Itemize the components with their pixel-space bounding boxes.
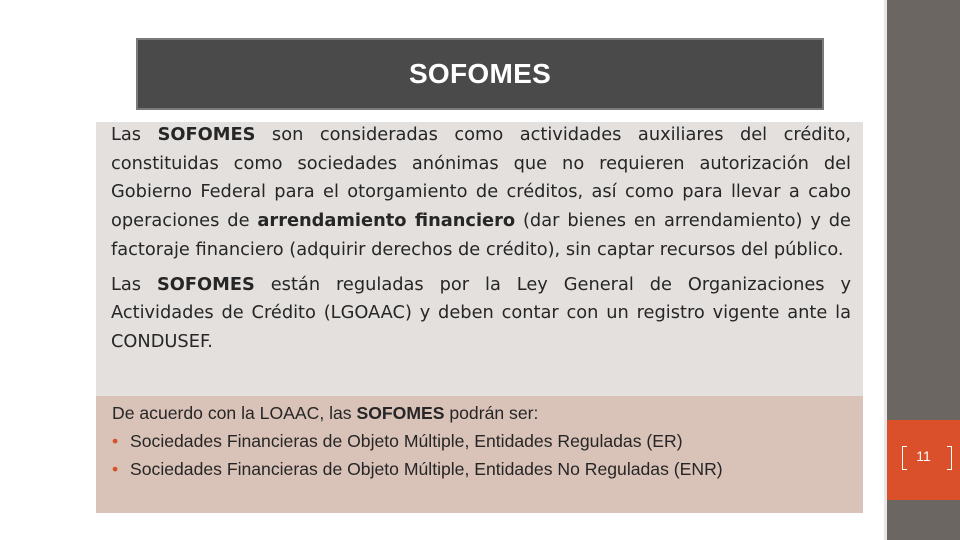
list-intro-run: podrán ser: bbox=[444, 403, 539, 423]
list-item-text: Sociedades Financieras de Objeto Múltiple, Entidades No Reguladas (ENR) bbox=[130, 459, 723, 479]
paragraph-2 bbox=[111, 271, 851, 357]
paragraph-1 bbox=[111, 121, 851, 265]
bullet-icon: • bbox=[112, 431, 119, 451]
list-text bbox=[112, 399, 852, 483]
list-intro bbox=[112, 399, 852, 427]
paragraph-2-run: están reguladas por la Ley General de Organizaciones y Actividades de Crédito (LGOAAC) y deben contar con un registro vigente ante la CONDUSEF. bbox=[111, 273, 851, 352]
slide-title: SOFOMES bbox=[408, 58, 552, 89]
content-text bbox=[111, 121, 851, 357]
right-bracket-icon bbox=[947, 446, 952, 470]
page-number: 11 bbox=[916, 448, 931, 464]
list-intro-run: De acuerdo con la LOAAC, las bbox=[112, 403, 357, 423]
sofomes-type-list bbox=[112, 427, 852, 483]
paragraph-1-run: son consideradas como actividades auxiliares del crédito, constituidas como sociedades anónimas que no requieren autorización del Gobierno Federal para el otorgamiento de créditos, así como para llevar a cabo operaciones de bbox=[111, 124, 851, 232]
title-box bbox=[136, 38, 824, 110]
paragraph-1-run: SOFOMES bbox=[157, 124, 256, 145]
page-number-badge bbox=[887, 420, 960, 500]
paragraph-2-run: Las bbox=[111, 273, 157, 295]
list-intro-run: SOFOMES bbox=[356, 403, 445, 423]
paragraph-1-run: arrendamiento financiero bbox=[257, 210, 516, 232]
paragraph-1-run: (dar bienes en arrendamiento) y de factoraje financiero (adquirir derechos de crédito), sin captar recursos del público. bbox=[111, 210, 851, 260]
list-item bbox=[112, 427, 852, 455]
list-item bbox=[112, 455, 852, 483]
list-item-text: Sociedades Financieras de Objeto Múltiple, Entidades Reguladas (ER) bbox=[130, 431, 683, 451]
paragraph-2-run: SOFOMES bbox=[156, 273, 255, 295]
paragraph-1-run: Las bbox=[111, 124, 158, 145]
bullet-icon: • bbox=[112, 459, 119, 479]
